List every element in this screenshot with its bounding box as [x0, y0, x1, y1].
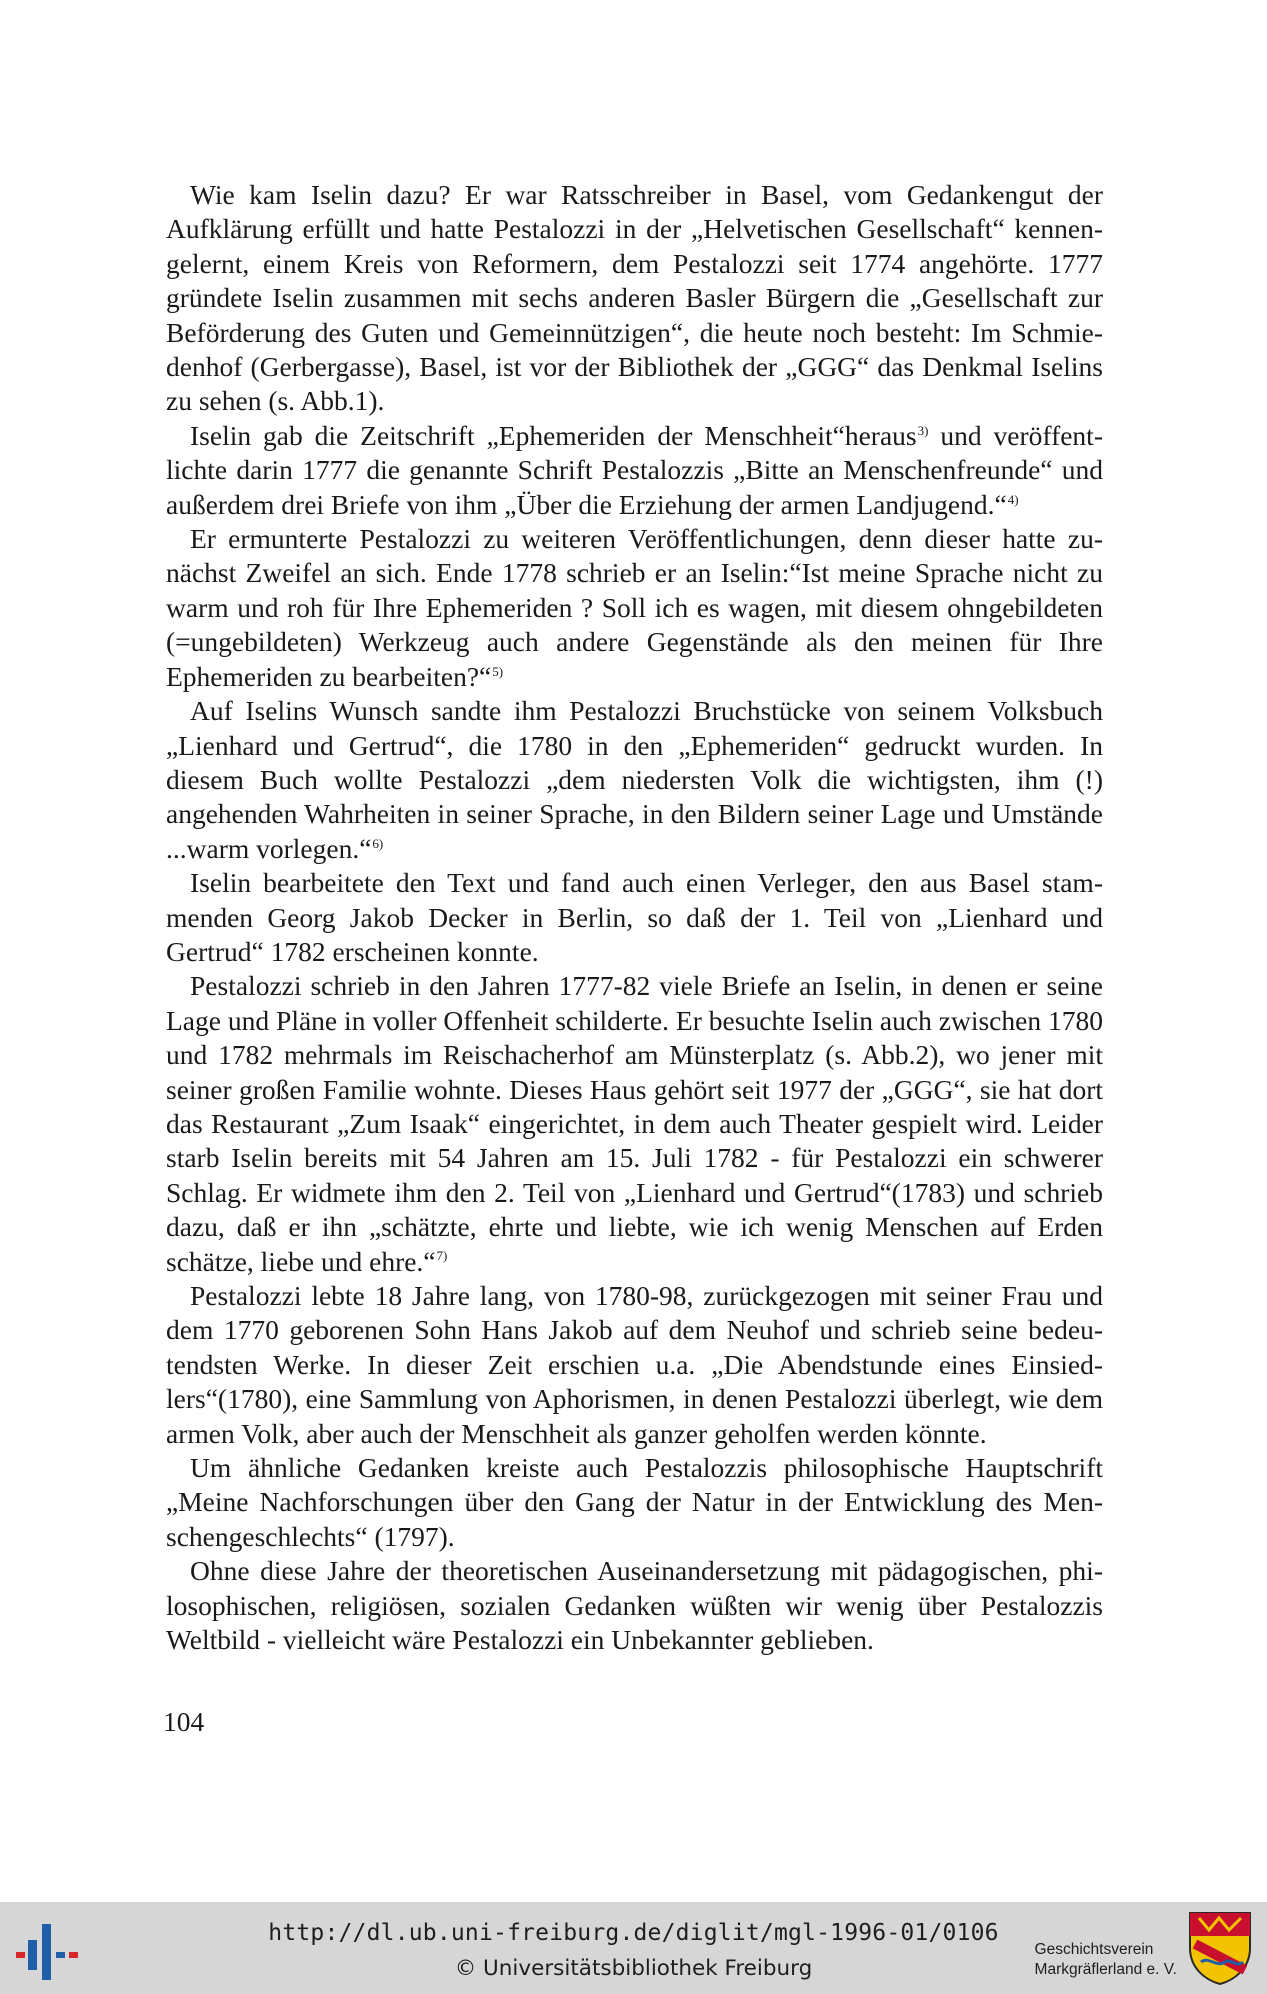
paragraph	[166, 1451, 1103, 1554]
copyright-notice: © Universitätsbibliothek Freiburg	[454, 1956, 813, 1981]
footnote-marker: 6)	[372, 835, 384, 851]
footnote-marker: 7)	[436, 1248, 448, 1264]
document-url-link[interactable]: http://dl.ub.uni-freiburg.de/diglit/mgl-1996-01/0106	[268, 1920, 999, 1946]
paragraph-text: Pestalozzi lebte 18 Jahre lang, von 1780-98, zurückgezogen mit seiner Frau und dem 1770 geborenen Sohn Hans Jakob auf dem Neuhof und schrieb seine bedeutendsten Werke. In dieser Zeit erschien u.a. „Die Abendstunde eines Einsiedlers“(1780), eine Sammlung von Aphorismen, in denen Pestalozzi überlegt, wie dem armen Volk, aber auch der Menschheit als ganzer geholfen werden könnte.	[166, 1280, 1103, 1449]
paragraph-text: Er ermunterte Pestalozzi zu weiteren Veröffentlichungen, denn dieser hatte zunächst Zweifel an sich. Ende 1778 schrieb er an Iselin:“Ist meine Sprache nicht zu warm und roh für Ihre Ephemeriden ? Soll ich es wagen, mit diesem ohngebildeten (=ungebildeten) Werkzeug auch andere Gegenstände als den meinen für Ihre Ephemeriden zu bearbeiten?“	[166, 523, 1103, 692]
paragraph-text: Iselin gab die Zeitschrift „Ephemeriden der Menschheit“heraus	[190, 419, 917, 451]
paragraph	[166, 178, 1103, 419]
society-name-line: Markgräflerland e. V.	[1034, 1961, 1177, 1978]
paragraph	[166, 694, 1103, 866]
paragraph	[166, 866, 1103, 969]
paragraph-text: Um ähnliche Gedanken kreiste auch Pestalozzis philosophische Hauptschrift „Meine Nachforschungen über den Gang der Natur in der Entwicklung des Menschengeschlechts“ (1797).	[166, 1452, 1103, 1552]
paragraph-text: und veröffentlichte darin 1777 die genannte Schrift Pestalozzis „Bitte an Menschenfreunde“ und außerdem drei Briefe von ihm „Über die Erziehung der armen Landjugend.“	[166, 419, 1103, 520]
society-name-line: Geschichtsverein	[1034, 1941, 1154, 1958]
paragraph	[166, 969, 1103, 1279]
coat-of-arms-icon[interactable]	[1187, 1910, 1253, 1986]
paragraph	[166, 419, 1103, 522]
society-name	[1035, 1940, 1177, 1980]
paragraph	[166, 1554, 1103, 1657]
footnote-marker: 4)	[1007, 491, 1019, 507]
paragraph-text: Pestalozzi schrieb in den Jahren 1777-82 viele Briefe an Iselin, in denen er seine Lage und Pläne in voller Offenheit schilderte. Er besuchte Iselin auch zwischen 1780 und 1782 mehrmals im Reischacherhof am Münsterplatz (s. Abb.2), wo jener mit seiner großen Familie wohnte. Dieses Haus gehört seit 1977 der „GGG“, sie hat dort das Restaurant „Zum Isaak“ eingerichtet, in dem auch Theater gespielt wird. Leider starb Iselin bereits mit 54 Jahren am 15. Juli 1782 - für Pestalozzi ein schwerer Schlag. Er widmete ihm den 2. Teil von „Lienhard und Gertrud“(1783) und schrieb dazu, daß er ihn „schätzte, ehrte und liebte, wie ich wenig Menschen auf Erden schätze, liebe und ehre.“	[166, 970, 1103, 1277]
footnote-marker: 5)	[492, 663, 504, 679]
article-body	[166, 178, 1103, 1657]
paragraph-text: Ohne diese Jahre der theoretischen Auseinandersetzung mit pädagogischen, philosophischen, religiösen, sozialen Gedanken wüßten wir wenig über Pestalozzis Weltbild - vielleicht wäre Pestalozzi ein Unbekannter geblieben.	[166, 1555, 1103, 1656]
page-number: 104	[163, 1706, 205, 1737]
paragraph	[166, 1279, 1103, 1451]
paragraph-text: Wie kam Iselin dazu? Er war Ratsschreiber in Basel, vom Gedankengut der Aufklärung erfüllt und hatte Pestalozzi in der „Helvetischen Gesellschaft“ kennengelernt, einem Kreis von Reformern, dem Pestalozzi seit 1774 angehörte. 1777 gründete Iselin zusammen mit sechs anderen Basler Bürgern die „Gesellschaft zur Beförderung des Guten und Gemeinnützigen“, die heute noch besteht: Im Schmiedenhof (Gerbergasse), Basel, ist vor der Bibliothek der „GGG“ das Denkmal Iselins zu sehen (s. Abb.1).	[166, 179, 1103, 417]
paragraph-text: Iselin bearbeitete den Text und fand auch einen Verleger, den aus Basel stammenden Georg Jakob Decker in Berlin, so daß der 1. Teil von „Lienhard und Gertrud“ 1782 erscheinen konnte.	[166, 867, 1103, 967]
footnote-marker: 3)	[917, 422, 929, 438]
digitization-footer	[0, 1902, 1267, 1994]
paragraph	[166, 522, 1103, 694]
paragraph-text: Auf Iselins Wunsch sandte ihm Pestalozzi Bruchstücke von seinem Volksbuch „Lienhard und Gertrud“, die 1780 in den „Ephemeriden“ gedruckt wurden. In diesem Buch wollte Pestalozzi „dem niedersten Volk die wichtigsten, ihm (!) angehenden Wahrheiten in seiner Sprache, in den Bildern seiner Lage und Umstände ...warm vorlegen.“	[166, 695, 1103, 864]
